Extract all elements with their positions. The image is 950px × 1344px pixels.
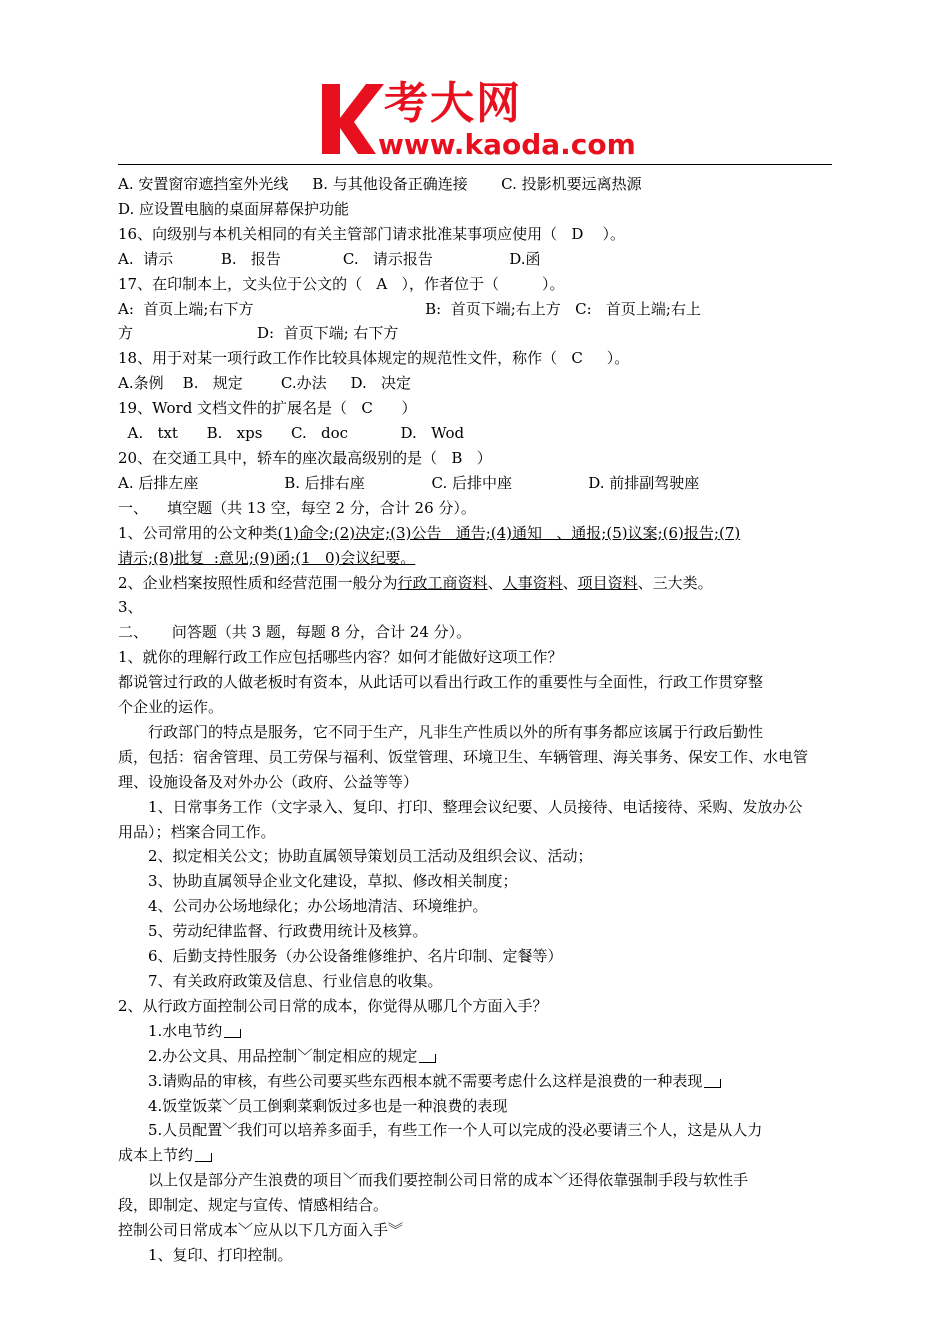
q18-text: 18、用于对某一项行政工作作比较具体规定的规范性文件，称作（ C ）。 [118,349,630,368]
fill1-answer-2: 请示;(8)批复 :意见;(9)函;(1 0)会议纪要。 [118,548,416,567]
cost-item-2b: 制定相应的规定 [312,1046,418,1065]
qa1-answer-line1: 都说管过行政的人做老板时有资本，从此话可以看出行政工作的重要性与全面性，行政工作贯穿整 [118,673,764,692]
q16-options: A. 请示 B. 报告 C. 请示报告 D.函 [118,249,541,268]
fill2-answer-2: 人事资料 [502,573,563,592]
section-qa-title: 二、 问答题（共 3 题，每题 8 分，合计 24 分）。 [118,623,472,642]
summary-c: 还得依靠强制手段与软性手 [568,1171,749,1190]
para-line: 1、复印、打印控制。 [148,1245,293,1264]
control-b: 应从以下几方面入手 [253,1221,389,1240]
fill3-line: 3、 [118,598,143,617]
logo-url: www.kaoda.com [378,128,636,161]
fill1-prefix: 1、公司常用的公文种类 [118,523,278,542]
cost-item-1: 1.水电节约 [148,1021,223,1040]
fill2-sep-1: 、 [487,573,503,592]
fill2-prefix: 2、企业档案按照性质和经营范围一般分为 [118,573,398,592]
fill1-line1 [118,521,834,546]
qa2-question: 2、从行政方面控制公司日常的成本，你觉得从哪几个方面入手？ [118,996,548,1015]
mark-icon [419,1054,436,1063]
qa1-answer-line2: 个企业的运作。 [118,698,224,717]
fill1-answer-1: (1)命令;(2)决定;(3)公告 通告;(4)通知 、通报;(5)议案;(6)报告;(7) [277,523,741,542]
cost-item-4b: 员工倒剩菜剩饭过多也是一种浪费的表现 [237,1096,508,1115]
cost-item-5a: 5.人员配置 [148,1121,223,1140]
fill2-answer-1: 行政工商资料 [397,573,488,592]
mark-icon [704,1079,721,1088]
logo-chinese-name: 考大网 [384,78,522,129]
q17-text: 17、在印制本上，文头位于公文的（ A ），作者位于（ ）。 [118,274,565,293]
header-divider [118,164,832,165]
document-body [118,172,834,1268]
q15-option-d: D. 应设置电脑的桌面屏幕保护功能 [118,199,350,218]
fill2-sep-2: 、 [562,573,578,592]
qa1-question: 1、就你的理解行政工作应包括哪些内容？如何才能做好这项工作？ [118,648,563,667]
para-line: 用品）；档案合同工作。 [118,822,276,841]
summary-a: 以上仅是部分产生浪费的项目 [148,1171,344,1190]
cost-item-2a: 2.办公文具、用品控制 [148,1046,298,1065]
para-line: 段，即制定、规定与宣传、情感相结合。 [118,1196,389,1215]
q16-text: 16、向级别与本机关相同的有关主管部门请求批准某事项应使用（ D ）。 [118,224,625,243]
cost-item-4a: 4.饭堂饭菜 [148,1096,223,1115]
q18-options: A.条例 B. 规定 C.办法 D. 决定 [118,374,412,393]
para-line: 3、协助直属领导企业文化建设，草拟、修改相关制度； [148,872,518,891]
para-line [118,1143,834,1168]
kaoda-logo [318,78,648,160]
para-line: 7、有关政府政策及信息、行业信息的收集。 [148,972,443,990]
q17-options-line1: A: 首页上端;右下方 B: 首页下端;右上方 C: 首页上端;右上 [118,299,701,318]
para-line: 4、公司办公场地绿化；办公场地清洁、环境维护。 [148,897,488,916]
cost-item-5c: 成本上节约 [118,1146,194,1165]
para-line: 4.饭堂饭菜﹀员工倒剩菜剩饭过多也是一种浪费的表现 [148,1096,508,1115]
para-line: 理、设施设备及对外办公（政府、公益等等） [118,772,419,791]
para-line: 质，包括：宿舍管理、员工劳保与福利、饭堂管理、环境卫生、车辆管理、海关事务、保安工作、水电管 [118,747,809,766]
fill2-answer-3: 项目资料 [577,573,638,592]
fill2-line [118,571,834,596]
para-line: 2.办公文具、用品控制﹀制定相应的规定 [118,1044,834,1069]
mark-icon [224,1029,241,1038]
para-line [118,1069,834,1094]
para-line: 行政部门的特点是服务，它不同于生产，凡非生产性质以外的所有事务都应该属于行政后勤性 [148,722,764,741]
para-line [118,1019,834,1044]
para-line: 控制公司日常成本﹀应从以下几方面入手︾ [118,1221,404,1240]
para-line: 2、拟定相关公文；协助直属领导策划员工活动及组织会议、活动； [148,847,593,866]
q19-options: A. txt B. xps C. doc D. Wod [118,424,465,443]
control-a: 控制公司日常成本 [118,1221,239,1240]
para-line: 以上仅是部分产生浪费的项目﹀而我们要控制公司日常的成本﹀还得依靠强制手段与软性手 [148,1171,749,1190]
para-line: 1、日常事务工作（文字录入、复印、打印、整理会议纪要、人员接待、电话接待、采购、发放办公 [148,797,803,816]
q19-text: 19、Word 文档文件的扩展名是（ C ） [118,399,417,418]
para-line: 5.人员配置﹀我们可以培养多面手，有些工作一个人可以完成的没必要请三个人，这是从人力 [148,1121,763,1140]
cost-item-5b: 我们可以培养多面手，有些工作一个人可以完成的没必要请三个人，这是从人力 [237,1121,763,1140]
fill2-suffix: 、三大类。 [637,573,713,592]
q15-options-line: A. 安置窗帘遮挡室外光线 B. 与其他设备正确连接 C. 投影机要远离热源 [118,175,642,193]
q20-options: A. 后排左座 B. 后排右座 C. 后排中座 D. 前排副驾驶座 [118,473,700,492]
q17-options-line2: 方 D: 首页下端; 右下方 [118,324,399,343]
section-fill-blank-title: 一、 填空题（共 13 空，每空 2 分，合计 26 分）。 [118,498,476,517]
q20-text: 20、在交通工具中，轿车的座次最高级别的是（ B ） [118,448,492,467]
mark-icon [195,1153,212,1162]
para-line: 5、劳动纪律监督、行政费用统计及核算。 [148,922,428,941]
cost-item-3: 3.请购品的审核，有些公司要买些东西根本就不需要考虑什么这样是浪费的一种表现 [148,1071,703,1090]
summary-b: 而我们要控制公司日常的成本 [358,1171,554,1190]
para-line: 6、后勤支持性服务（办公设备维修维护、名片印制、定餐等） [148,947,563,966]
